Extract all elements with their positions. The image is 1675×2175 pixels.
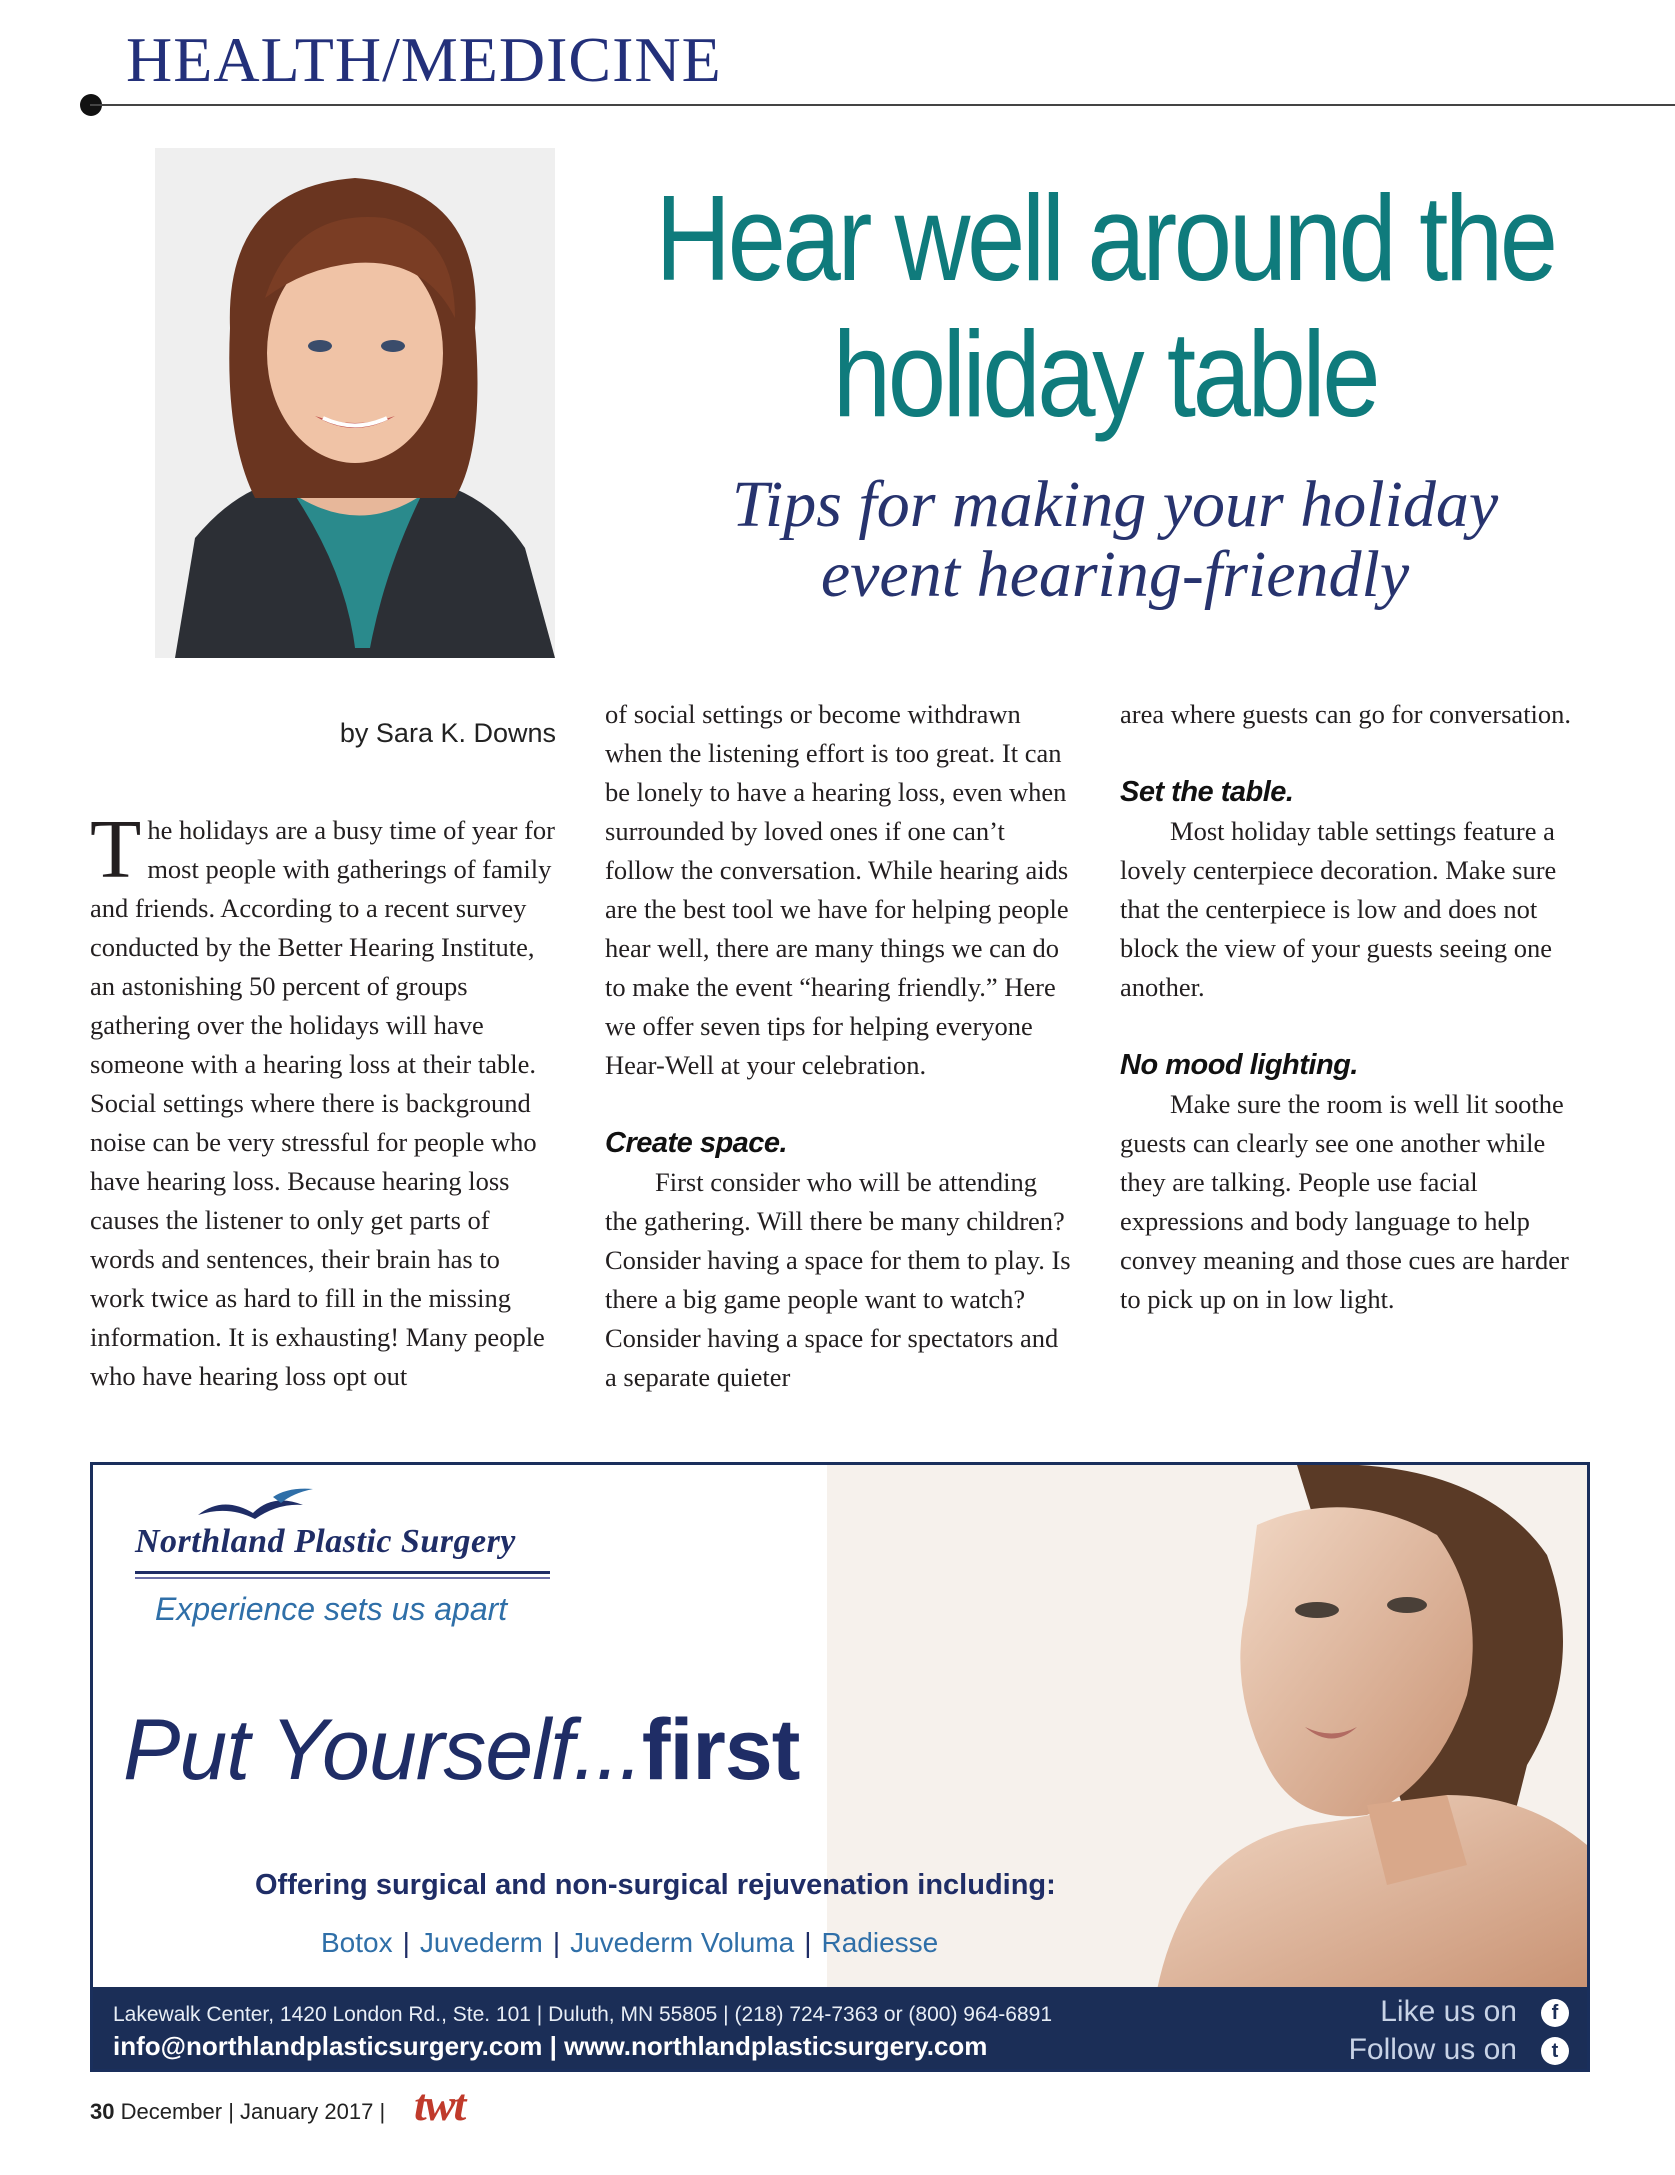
drop-cap: T [90,803,142,896]
section-rule [90,104,1675,106]
ad-brand-underline [135,1571,550,1581]
treatment-item: Juvederm Voluma [570,1927,795,1958]
ad-like-label: Like us on [1380,1995,1517,2028]
treatment-item: Botox [321,1927,393,1958]
ad-headline [123,1701,799,1800]
ad-web-contact[interactable]: info@northlandplasticsurgery.com | www.northlandplasticsurgery.com [113,2031,988,2061]
article-paragraph-6: Make sure the room is well lit soothe guests can clearly see one another while they are talking. People use facial expressions and body language to help convey meaning and those cues are harder to pick up on in low light. [1120,1089,1569,1314]
ad-tagline: Experience sets us apart [155,1591,508,1627]
ad-model-photo [827,1465,1587,1990]
deck-line-1: Tips for making your holiday [731,468,1499,541]
subhead-create-space: Create space. [605,1127,788,1159]
ad-brand-name: Northland Plastic Surgery [135,1523,516,1560]
bird-logo-icon [193,1485,323,1525]
article-paragraph-1 [90,803,560,1396]
article-paragraph-3: First consider who will be attending the gathering. Will there be many children? Consider having a space for them to play. Is there a big game people want to watch? Consider having a space for spectators and a separate quieter [605,1167,1071,1392]
section-title: HEALTH/MEDICINE [126,24,722,95]
ad-treatments: Botox | Juvederm | Juvederm Voluma | Radiesse [321,1927,939,1958]
page-number: 30 [90,2099,115,2124]
article-paragraph-2: of social settings or become withdrawn when the listening effort is too great. It can be lonely to have a hearing loss, even when surrounded by loved ones if one can’t follow the conversation. While hearing aids are the best tool we have for helping people hear well, there are many things we can do to make the event “hearing friendly.” Here we offer seven tips for helping everyone Hear-Well at your celebration. [605,699,1069,1080]
deck-line-2: event hearing-friendly [820,538,1410,611]
facebook-icon[interactable]: f [1541,1999,1569,2027]
headline-line-1: Hear well around the [655,170,1555,306]
twitter-icon[interactable]: t [1541,2037,1569,2065]
treatment-item: Radiesse [821,1927,939,1958]
magazine-logo: twt [414,2079,465,2130]
issue-date: December | January 2017 | [120,2099,386,2124]
ad-like-us[interactable] [1380,1995,1517,2029]
page-folio [90,2099,385,2125]
author-portrait-image [155,148,555,658]
advertisement[interactable] [90,1462,1590,2072]
ad-headline-light: Put Yourself... [123,1702,642,1798]
ad-model-image [827,1465,1587,1990]
article-paragraph-5: Most holiday table settings feature a lovely centerpiece decoration. Make sure that the centerpiece is low and does not block the view of your guests seeing one another. [1120,816,1557,1002]
article-deck [640,470,1590,610]
article-column-3 [1120,695,1590,1319]
byline: by Sara K. Downs [339,718,556,748]
ad-address: Lakewalk Center, 1420 London Rd., Ste. 101 | Duluth, MN 55805 | (218) 724-7363 or (800) 964-6891 [113,2003,1053,2026]
article-column-2 [605,695,1075,1397]
article-paragraph-4: area where guests can go for conversation. [1120,699,1572,729]
article-column-1 [90,803,560,1396]
headline-line-2: holiday table [832,306,1378,442]
ad-follow-label: Follow us on [1348,2033,1517,2066]
article-headline [636,170,1573,442]
ad-headline-bold: first [641,1702,800,1798]
treatment-item: Juvederm [419,1927,543,1958]
paragraph-1-text: he holidays are a busy time of year for most people with gatherings of family and friends. According to a recent survey conducted by the Better Hearing Institute, an astonishing 50 percent of groups gathering over the holidays will have someone with a hearing loss at their table. Social settings where there is background noise can be very stressful for people who have hearing loss. Because hearing loss causes the listener to only get parts of words and sentences, their brain has to work twice as hard to fill in the missing information. It is exhausting! Many people who have hearing loss opt out [90,815,555,1391]
subhead-set-the-table: Set the table. [1120,776,1294,808]
subhead-no-mood-lighting: No mood lighting. [1120,1049,1358,1081]
author-photo [155,148,555,658]
ad-follow-us[interactable] [1349,2033,1517,2067]
ad-offer-text: Offering surgical and non-surgical rejuvenation including: [255,1869,1056,1901]
